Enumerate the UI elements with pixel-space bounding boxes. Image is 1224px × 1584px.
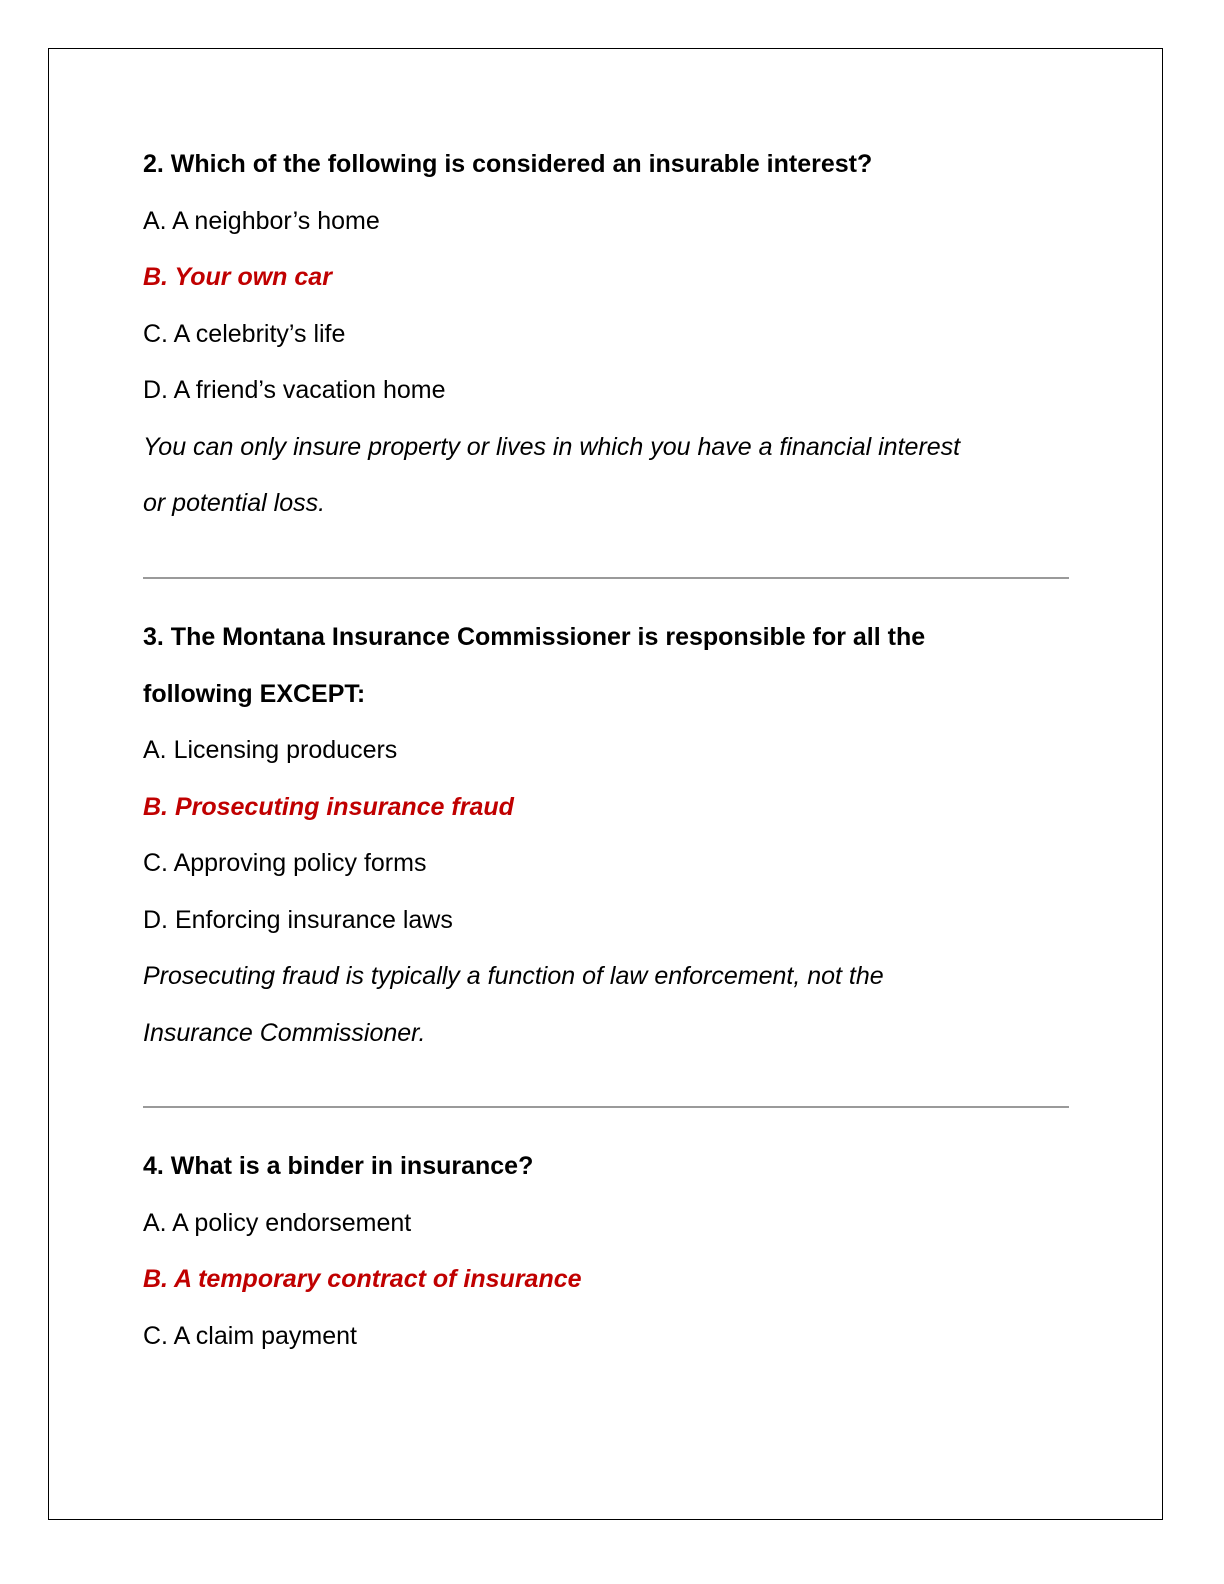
option-b-correct: B. A temporary contract of insurance (143, 1265, 582, 1293)
explanation-line: or potential loss. (143, 489, 326, 517)
option-a: A. Licensing producers (143, 736, 398, 764)
explanation-line: Insurance Commissioner. (143, 1018, 426, 1047)
question-title: 4. What is a binder in insurance? (143, 1152, 534, 1180)
question-block-4 (143, 1151, 1083, 1377)
section-divider (143, 1106, 1069, 1108)
option-c: C. Approving policy forms (143, 849, 427, 877)
option-c: C. A claim payment (143, 1321, 357, 1350)
option-c: C. A celebrity’s life (143, 319, 346, 348)
question-block-3 (143, 622, 1083, 1074)
explanation-line: Prosecuting fraud is typically a function of law enforcement, not the (143, 962, 884, 990)
explanation-line: You can only insure property or lives in which you have a financial interest (143, 432, 961, 461)
option-a: A. A neighbor’s home (143, 206, 380, 235)
question-title-line: following EXCEPT: (143, 679, 366, 708)
question-title: 2. Which of the following is considered an insurable interest? (143, 150, 873, 178)
option-d: D. A friend’s vacation home (143, 376, 446, 404)
option-b-correct: B. Prosecuting insurance fraud (143, 792, 514, 821)
section-divider (143, 577, 1069, 579)
question-block-2 (143, 149, 1083, 545)
option-b-correct: B. Your own car (143, 263, 332, 291)
question-title-line: 3. The Montana Insurance Commissioner is responsible for all the (143, 623, 926, 651)
option-a: A. A policy endorsement (143, 1208, 412, 1237)
option-d: D. Enforcing insurance laws (143, 905, 453, 934)
